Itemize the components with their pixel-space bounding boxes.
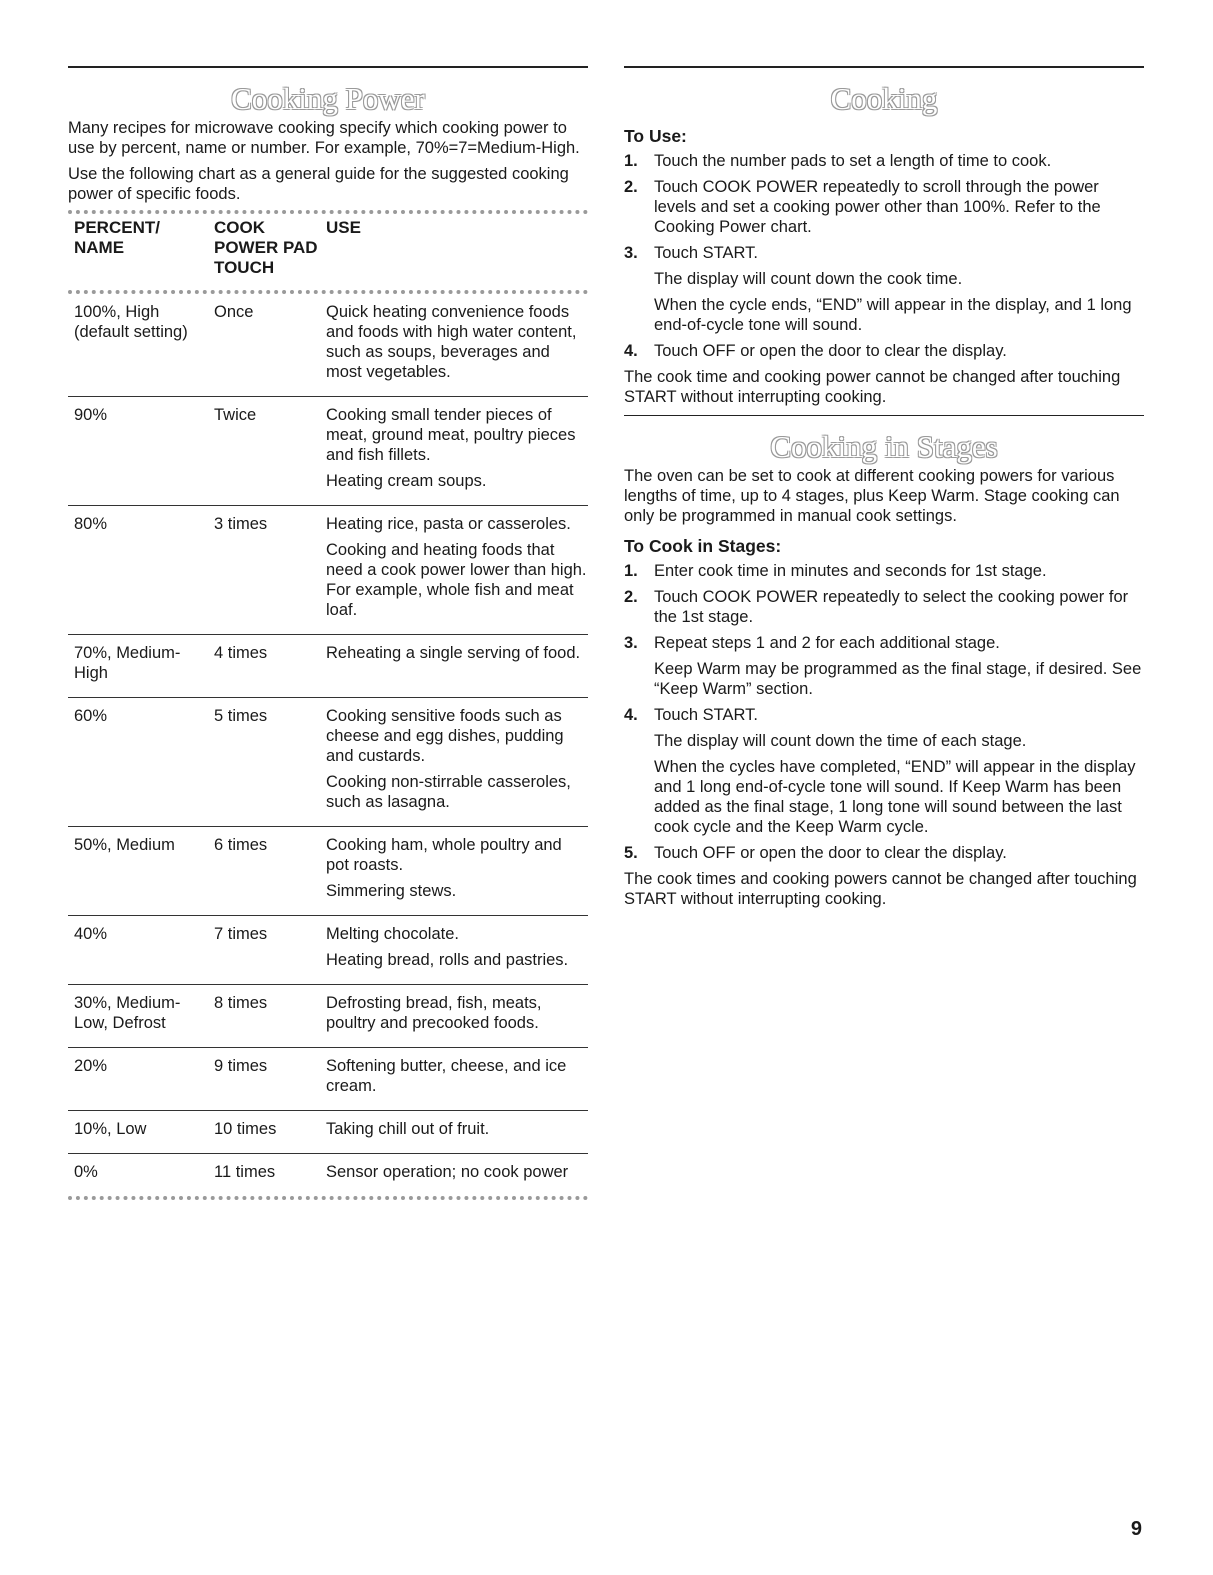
- table-row: [68, 1111, 588, 1154]
- use-text: Softening butter, cheese, and ice cream.: [326, 1057, 567, 1095]
- percent-cell: 30%, Medium-Low, Defrost: [68, 985, 208, 1048]
- use-cell: [320, 294, 588, 397]
- step-text: Touch the number pads to set a length of time to cook.: [654, 152, 1052, 170]
- use-cell: [320, 698, 588, 827]
- touch-cell: 10 times: [208, 1111, 320, 1154]
- use-cell: [320, 506, 588, 635]
- table-row: [68, 916, 588, 985]
- percent-cell: 50%, Medium: [68, 827, 208, 916]
- step-text: Touch COOK POWER repeatedly to select the cooking power for the 1st stage.: [654, 588, 1129, 626]
- to-use-heading: To Use:: [624, 126, 687, 146]
- cooking-power-intro: Many recipes for microwave cooking specify which cooking power to use by percent, name or number. For example, 70%=7=Medium-High.: [68, 119, 580, 157]
- header-percent: PERCENT/ NAME: [74, 218, 160, 257]
- stages-rule: [624, 415, 1144, 416]
- percent-cell: 40%: [68, 916, 208, 985]
- table-row: [68, 827, 588, 916]
- step-item: [624, 705, 1144, 837]
- step-number: 3.: [624, 634, 638, 652]
- step-number: 5.: [624, 844, 638, 862]
- touch-cell: 8 times: [208, 985, 320, 1048]
- step-number: 1.: [624, 562, 638, 580]
- step-text: Touch COOK POWER repeatedly to scroll through the power levels and set a cooking power other than 100%. Refer to the Cooking Power chart.: [654, 178, 1101, 236]
- touch-cell: Twice: [208, 397, 320, 506]
- step-text: Touch OFF or open the door to clear the display.: [654, 342, 1007, 360]
- step-detail: When the cycle ends, “END” will appear in the display, and 1 long end-of-cycle tone will sound.: [654, 296, 1132, 334]
- use-text: Heating cream soups.: [326, 472, 487, 490]
- use-cell: [320, 985, 588, 1048]
- header-touch: COOK POWER PAD TOUCH: [214, 218, 318, 277]
- touch-cell: 7 times: [208, 916, 320, 985]
- step-item: [624, 587, 1144, 627]
- cooking-power-table: [68, 214, 588, 1196]
- step-detail: The display will count down the cook time.: [654, 270, 963, 288]
- step-item: [624, 561, 1144, 581]
- use-cell: [320, 916, 588, 985]
- percent-cell: 90%: [68, 397, 208, 506]
- step-item: [624, 843, 1144, 863]
- use-text: Heating rice, pasta or casseroles.: [326, 515, 571, 533]
- top-rule: [68, 66, 588, 68]
- header-use: USE: [326, 218, 361, 237]
- top-rule: [624, 66, 1144, 68]
- step-number: 1.: [624, 152, 638, 170]
- table-body: [68, 294, 588, 1196]
- stages-title: Cooking in Stages: [770, 429, 998, 464]
- step-detail: When the cycles have completed, “END” will appear in the display and 1 long end-of-cycle tone will sound. If Keep Warm has been added as the final stage, 1 long tone will sound between the last cook cycle and the Keep Warm cycle.: [654, 758, 1136, 836]
- use-text: Reheating a single serving of food.: [326, 644, 581, 662]
- cooking-power-section: [68, 66, 588, 1200]
- use-cell: [320, 1154, 588, 1197]
- stages-intro: The oven can be set to cook at different cooking powers for various lengths of time, up to 4 stages, plus Keep Warm. Stage cooking can only be programmed in manual cook settings.: [624, 467, 1120, 525]
- use-text: Heating bread, rolls and pastries.: [326, 951, 569, 969]
- use-text: Taking chill out of fruit.: [326, 1120, 490, 1138]
- use-cell: [320, 1048, 588, 1111]
- touch-cell: 5 times: [208, 698, 320, 827]
- touch-cell: Once: [208, 294, 320, 397]
- step-number: 2.: [624, 588, 638, 606]
- step-detail: Keep Warm may be programmed as the final stage, if desired. See “Keep Warm” section.: [654, 660, 1142, 698]
- step-text: Touch OFF or open the door to clear the display.: [654, 844, 1007, 862]
- step-text: Repeat steps 1 and 2 for each additional stage.: [654, 634, 1000, 652]
- table-row: [68, 506, 588, 635]
- step-item: [624, 633, 1144, 699]
- touch-cell: 11 times: [214, 1163, 276, 1181]
- step-item: [624, 151, 1144, 171]
- use-text: Cooking ham, whole poultry and pot roasts.: [326, 836, 562, 874]
- step-item: [624, 243, 1144, 335]
- use-text: Cooking and heating foods that need a cook power lower than high. For example, whole fish and meat loaf.: [326, 541, 587, 619]
- step-detail: The display will count down the time of each stage.: [654, 732, 1027, 750]
- touch-cell: 3 times: [208, 506, 320, 635]
- step-number: 4.: [624, 706, 638, 724]
- table-row: [68, 635, 588, 698]
- percent-cell: 70%, Medium-High: [68, 635, 208, 698]
- percent-cell: 100%, High (default setting): [68, 294, 208, 397]
- cooking-note: The cook time and cooking power cannot be changed after touching START without interrupting cooking.: [624, 368, 1121, 406]
- cooking-title: Cooking: [830, 81, 938, 116]
- table-header-row: [68, 214, 588, 290]
- table-row: [68, 397, 588, 506]
- table-row: [68, 985, 588, 1048]
- percent-cell: 80%: [68, 506, 208, 635]
- use-text: Simmering stews.: [326, 882, 457, 900]
- table-row: [68, 698, 588, 827]
- use-text: Cooking small tender pieces of meat, ground meat, poultry pieces and fish fillets.: [326, 406, 576, 464]
- percent-cell: 0%: [74, 1163, 98, 1181]
- use-text: Defrosting bread, fish, meats, poultry and precooked foods.: [326, 994, 542, 1032]
- step-item: [624, 341, 1144, 361]
- stages-heading: To Cook in Stages:: [624, 536, 782, 556]
- table-row: [68, 1048, 588, 1111]
- touch-cell: 9 times: [208, 1048, 320, 1111]
- use-text: Sensor operation; no cook power: [326, 1163, 569, 1181]
- use-cell: [320, 635, 588, 698]
- cooking-section: [624, 66, 1144, 915]
- step-number: 2.: [624, 178, 638, 196]
- use-text: Cooking sensitive foods such as cheese and egg dishes, pudding and custards.: [326, 707, 564, 765]
- percent-cell: 20%: [68, 1048, 208, 1111]
- step-text: Touch START.: [654, 706, 758, 724]
- use-cell: [320, 1111, 588, 1154]
- touch-cell: 4 times: [208, 635, 320, 698]
- use-text: Quick heating convenience foods and foods with high water content, such as soups, beverages and most vegetables.: [326, 303, 577, 381]
- step-text: Touch START.: [654, 244, 758, 262]
- step-number: 4.: [624, 342, 638, 360]
- use-text: Melting chocolate.: [326, 925, 459, 943]
- cooking-power-title: Cooking Power: [231, 81, 425, 116]
- step-number: 3.: [624, 244, 638, 262]
- page-number: 9: [1130, 1518, 1142, 1540]
- touch-cell: 6 times: [208, 827, 320, 916]
- step-text: Enter cook time in minutes and seconds for 1st stage.: [654, 562, 1047, 580]
- percent-cell: 60%: [68, 698, 208, 827]
- stages-note: The cook times and cooking powers cannot be changed after touching START without interrupting cooking.: [624, 870, 1137, 908]
- cooking-steps: [624, 151, 1144, 361]
- percent-cell: 10%, Low: [68, 1111, 208, 1154]
- use-cell: [320, 827, 588, 916]
- use-text: Cooking non-stirrable casseroles, such as lasagna.: [326, 773, 571, 811]
- stages-steps: [624, 561, 1144, 863]
- step-item: [624, 177, 1144, 237]
- table-bottom-border: [68, 1196, 588, 1200]
- table-row: [68, 1154, 588, 1197]
- table-row: [68, 294, 588, 397]
- cooking-power-intro-2: Use the following chart as a general guide for the suggested cooking power of specific foods.: [68, 165, 569, 203]
- use-cell: [320, 397, 588, 506]
